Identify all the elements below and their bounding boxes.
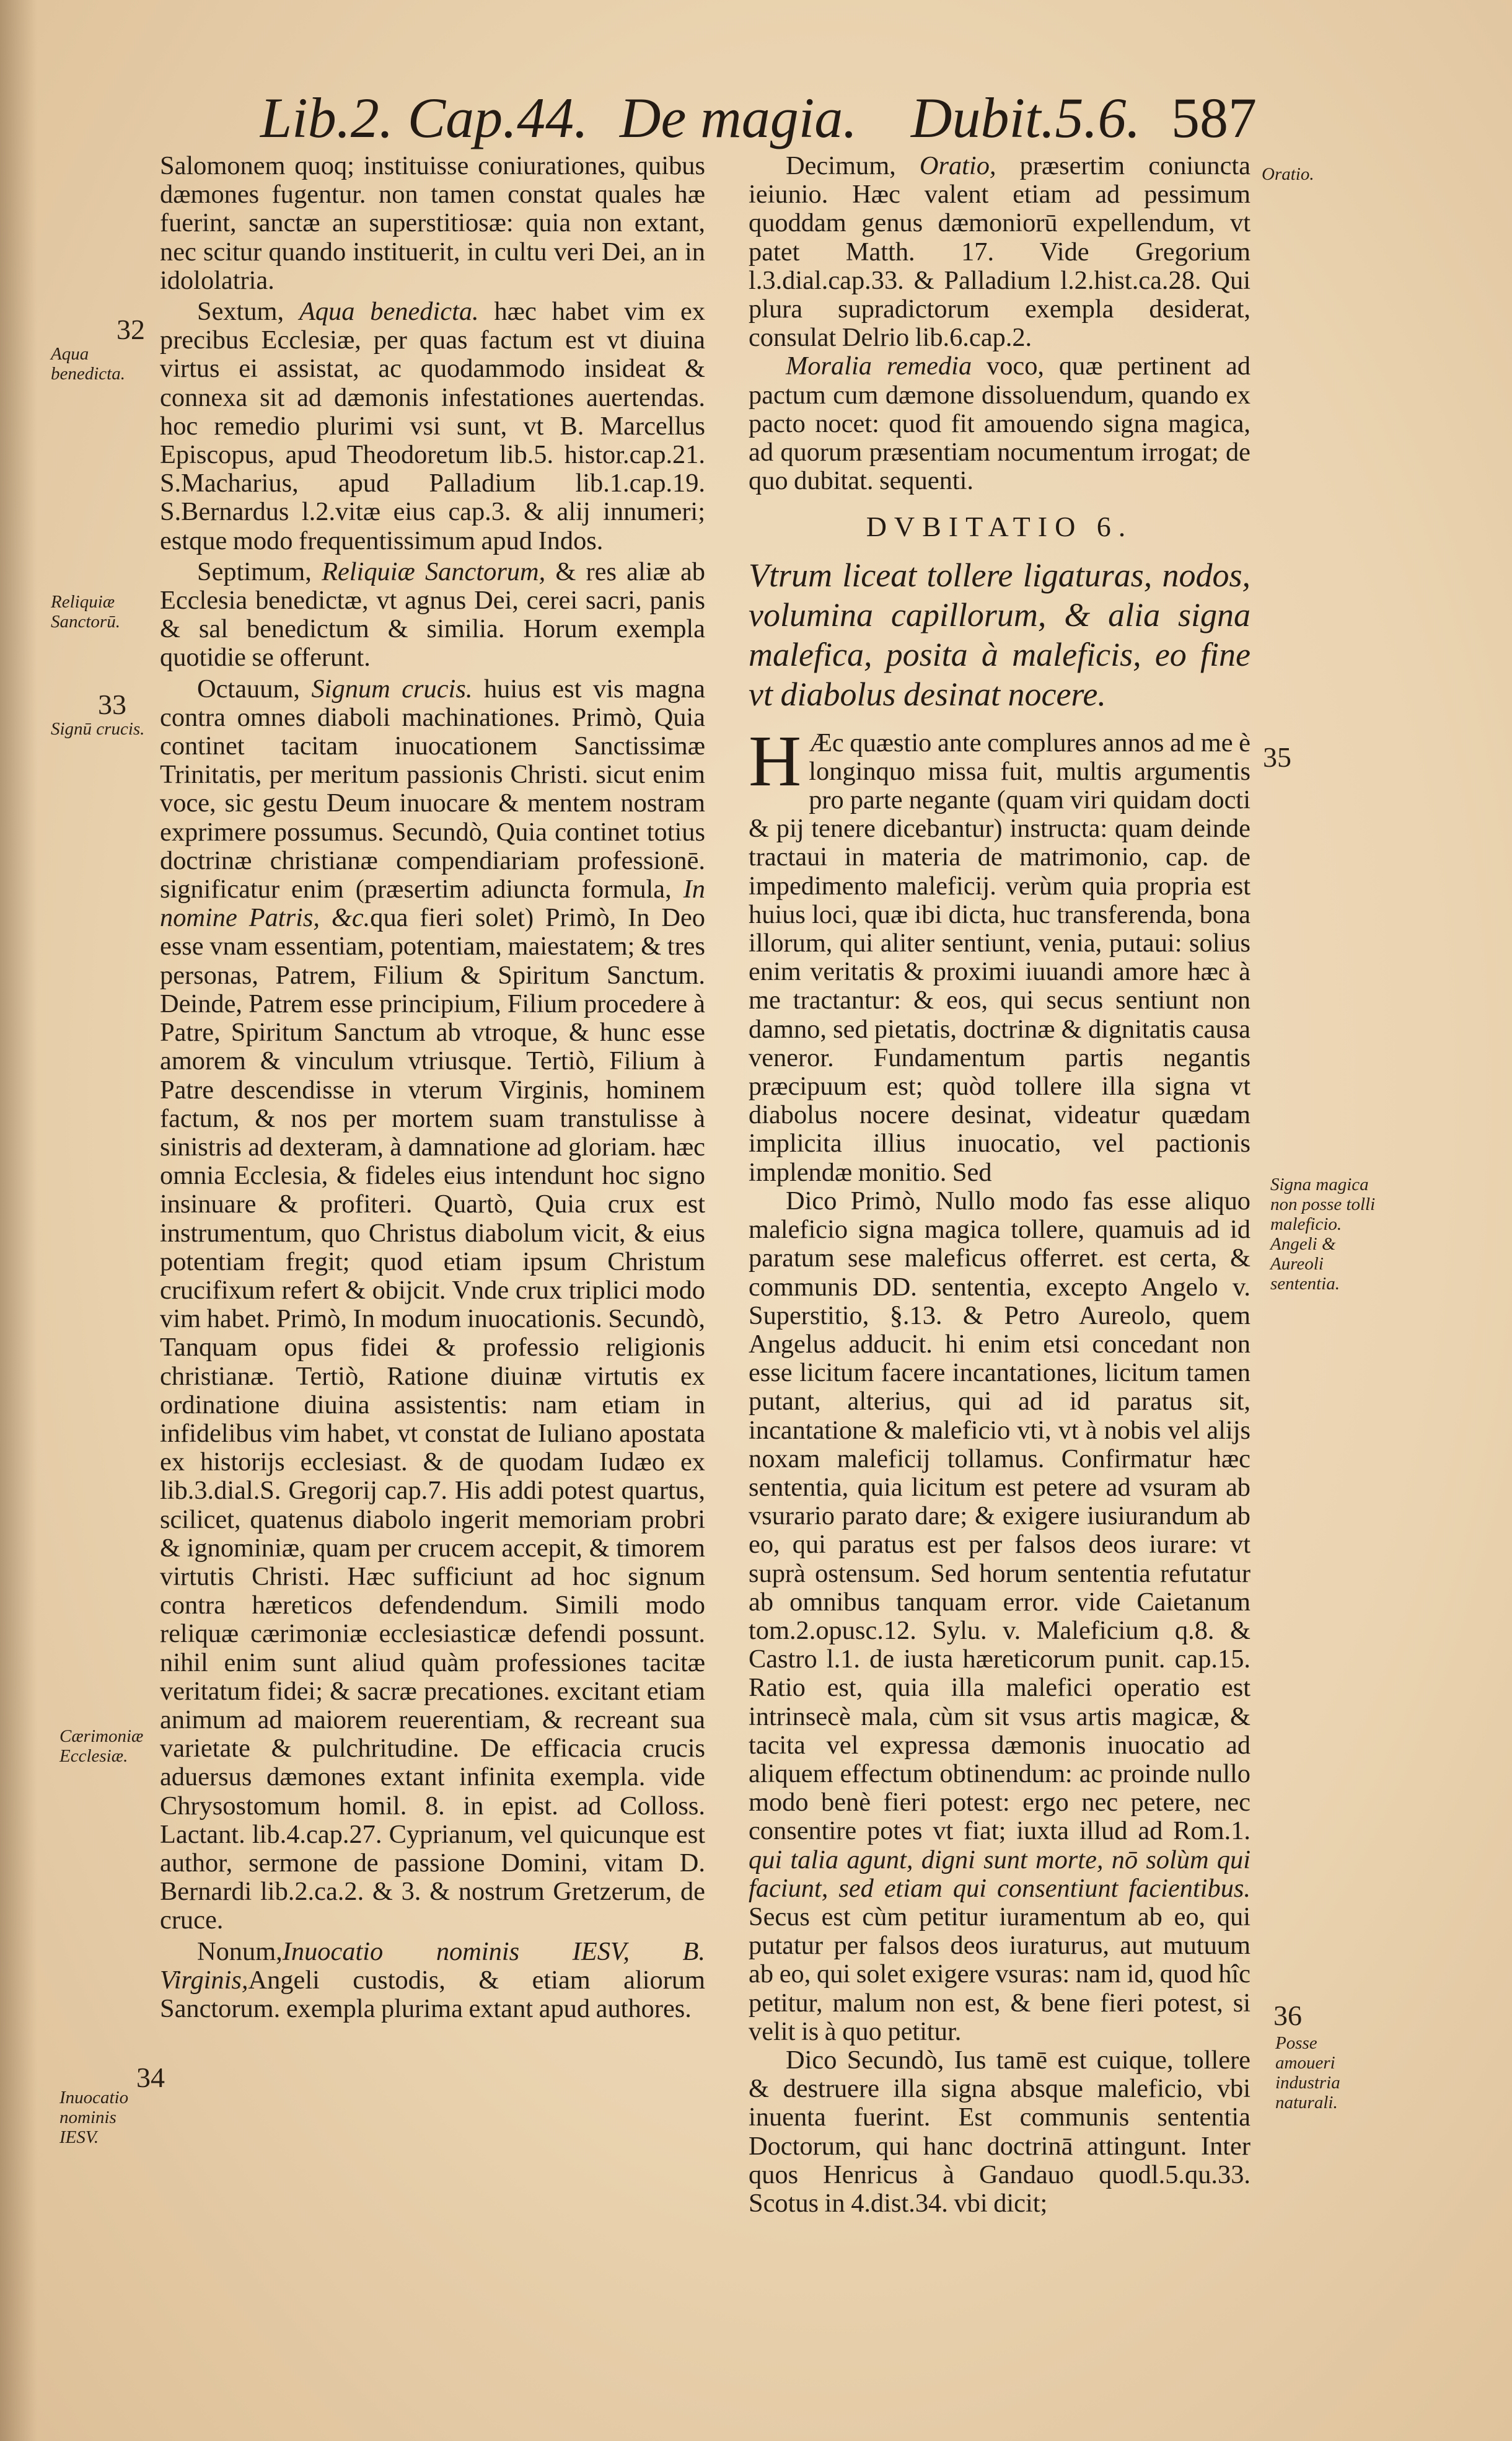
header-book: Lib.2. Cap.44.	[260, 86, 589, 149]
paragraph-text: & res aliæ ab Ecclesia benedictæ, vt agnus Dei, cerei sacri, panis & sal benedictum & similia. Horum exempla quotidie se offerunt.	[160, 557, 705, 673]
margin-note-oratio: Oratio.	[1262, 164, 1314, 184]
paragraph-oratio	[749, 152, 1250, 352]
paragraph-text: Angeli custodis, & etiam aliorum Sanctorum. exempla plurima extant apud authores.	[160, 1965, 705, 2023]
gutter-shadow	[0, 0, 37, 2441]
running-header	[260, 74, 1258, 161]
margin-number-36: 36	[1273, 2000, 1302, 2031]
paragraph-salomon	[160, 152, 705, 295]
paragraph-text: præsertim coniuncta ieiunio. Hæc valent etiam ad pessimum quoddam genus dæmoniorū expellendum, vt patet Matth. 17. Vide Gregorium l.3.dial.cap.33. & Palladium l.2.hist.ca.28. Qui plura supradictorum exempla desiderat, consulat Delrio lib.6.cap.2.	[749, 151, 1250, 353]
margin-note-aqua-benedicta: Aqua benedicta.	[51, 344, 125, 384]
quotation: qui talia agunt, digni sunt morte, nō solùm qui faciunt, sed etiam qui consentiunt facientibus.	[749, 1845, 1250, 1903]
paragraph-moralia	[749, 352, 1250, 495]
paragraph-lead: Octauum,	[197, 674, 300, 704]
margin-note-inuocatio: Inuocatio nominis IESV.	[59, 2088, 129, 2147]
drop-cap: H	[749, 720, 802, 801]
paragraph-text: Dico Secundò, Ius tamē est cuique, tollere & destruere illa signa absque maleficio, vbi inuenta fuerint. Est communis sententia Doctorum, qui hanc doctrinā attingunt. Inter quos Henricus à Gandauo quodl.5.qu.33. Scotus in 4.dist.34. vbi dicit;	[749, 2045, 1250, 2218]
paragraph-reliquiae	[160, 558, 705, 673]
header-subject: De magia.	[620, 86, 858, 149]
paragraph-lead: Sextum,	[197, 297, 284, 327]
paragraph-inuocatio	[160, 1938, 705, 2024]
paragraph-term: Oratio,	[919, 151, 996, 180]
margin-note-signa-non-tolli: Signa magica non posse tolli maleficio. Angeli & Aureoli sententia.	[1270, 1175, 1376, 1294]
paragraph-dico-primo	[749, 1187, 1250, 2046]
paragraph-lead: Decimum,	[786, 151, 896, 180]
paragraph-text: qua fieri solet) Primò, In Deo esse vnam essentiam, potentiam, maiestatem; & tres personas, Patrem, Filium & Spiritum Sanctum. Deinde, Patrem esse principium, Filium procedere à Patre, Spiritum Sanctum ab vtroque, & hunc esse amorem & vinculum vtriusque. Tertiò, Filium à Patre descendisse in vterum Virginis, hominem factum, & nos per mortem suam transtulisse à sinistris ad dexteram, à damnatione ad gloriam. hæc omnia Ecclesia, & fideles eius intendunt hoc signo insinuare & profiteri. Quartò, Quia crux est instrumentum, quo Christus diabolum vicit, & eius potentiam fregit; quod etiam ipsum Christum crucifixum refert & obijcit. Vnde crux triplici modo vim habet. Primò, In modum inuocationis. Secundò, Tanquam opus fidei & professio religionis christianæ. Tertiò, Ratione diuinæ virtutis ex ordinatione diuina assistentis: nam etiam in infidelibus vim habet, vt constat de Iuliano apostata ex historijs ecclesiast. & de quodam Iudæo ex lib.3.dial.S. Gregorij cap.7. His addi potest quartus, scilicet, quatenus diabolo ingerit memoriam probri & ignominiæ, quam per crucem accepit, & timorem virtutis Christi. Hæc sufficiunt ad hoc signum contra hæreticos defendendum. Simili modo reliquæ cærimoniæ ecclesiasticæ defendi possunt. nihil enim sunt aliud quàm professiones tacitæ veritatum fidei; & sacræ precationes. excitant etiam animum ad maiorem reuerentiam, & recreant sua varietate & pulchritudine. De efficacia crucis aduersus dæmones extant infinita exempla. vide Chrysostomum homil. 8. in epist. ad Colloss. Lactant. lib.4.cap.27. Cyprianum, vel quicunque est author, sermone de passione Domini, vitam D. Bernardi lib.2.ca.2. & 3. & nostrum Gretzerum, de cruce.	[160, 903, 705, 1935]
margin-note-signum-crucis: Signū crucis.	[51, 719, 145, 739]
paragraph-dico-secundo	[749, 2046, 1250, 2218]
paragraph-haec-quaestio	[749, 720, 1250, 1187]
margin-number-32: 32	[116, 314, 145, 345]
margin-note-posse-amoueri: Posse amoueri industria naturali.	[1275, 2033, 1340, 2112]
margin-number-33: 33	[98, 689, 126, 720]
header-section: Dubit.5.6.	[911, 86, 1141, 149]
margin-number-34: 34	[136, 2062, 165, 2093]
margin-note-caerimoniae: Cærimoniæ Ecclesiæ.	[59, 1726, 144, 1766]
paragraph-text: voco, quæ pertinent ad pactum cum dæmone dissoluendum, quando ex pacto nocet: quod fit amouendo signa magica, ad quorum præsentiam nocumentum irrogat; de quo dubitat. sequenti.	[749, 351, 1250, 496]
margin-number-35: 35	[1263, 741, 1291, 773]
paragraph-text: Dico Primò, Nullo modo fas esse aliquo maleficio signa magica tollere, quamuis ad id paratum sese maleficus offerret. est certa, & communis DD. sententia, excepto Angelo v. Superstitio, §.13. & Petro Aureolo, quem Angelus adducit. hi enim etsi concedant non esse licitum facere incantationes, licitum tamen putant, alterius, qui ad id paratus sit, incantatione & maleficio vti, vt à nobis vel alijs noxam maleficij tollamus. Confirmatur hæc sententia, quia licitum est petere ad vsuram ab vsurario parato dare; & exigere iusiurandum ab eo, qui paratus est per falsos deos iurare: vt suprà ostensum. Sed horum sententia refutatur ab omnibus tanquam error. vide Caietanum tom.2.opusc.12. Sylu. v. Maleficium q.8. & Castro l.1. de iusta hæreticorum punit. cap.15. Ratio est, quia illa malefici operatio est intrinsecè mala, cùm sit vsus artis magicæ, & tacita vel expressa dæmonis inuocatio ad aliquem effectum obtinendum: ac proinde nullo modo benè fieri potest: ergo nec petere, nec consentire potes vt fiat; iuxta illud ad Rom.1.	[749, 1186, 1250, 1846]
paragraph-term: Inuocatio nominis IESV, B. Virginis,	[160, 1936, 705, 1995]
section-heading: DVBITATIO 6.	[866, 511, 1133, 543]
paragraph-aqua-benedicta	[160, 298, 705, 555]
paragraph-text: huius est vis magna contra omnes diaboli machinationes. Primò, Quia continet tacitam inuocationem Sanctissimæ Trinitatis, per meritum passionis Christi. sicut enim voce, sic gestu Deum inuocare & mentem nostram exprimere possumus. Secundò, Quia continet totius doctrinæ christianæ compendiariam professionē. significatur enim (præsertim adiuncta formula,	[160, 674, 705, 904]
page-number: 587	[1171, 86, 1257, 149]
formula-text: In nomine Patris, &c.	[160, 875, 705, 933]
paragraph-text: Secus est cùm petitur iuramentum ab eo, qui putatur per falsos deos iuraturus, aut mutuum ab eo, qui solet exigere vsuras: nam id, quod hîc petitur, malum non est, & bene fieri potest, si velit is à quo petitur.	[749, 1902, 1250, 2046]
section-question: Vtrum liceat tollere ligaturas, nodos, volumina capillorum, & alia signa malefica, posita à maleficis, eo fine vt diabolus desinat nocere.	[749, 556, 1250, 713]
paragraph-text: Salomonem quoq; instituisse coniurationes, quibus dæmones fugentur. non tamen constat quales hæ fuerint, sanctæ an superstitiosæ: quia non extant, nec scitur quando instituerit, in cultu veri Dei, an in idololatria.	[160, 151, 705, 295]
paragraph-lead: Septimum,	[197, 557, 312, 586]
paragraph-term: Reliquiæ Sanctorum,	[322, 557, 546, 586]
margin-note-reliquiae: Reliquiæ Sanctorū.	[51, 592, 120, 632]
right-column	[749, 152, 1250, 2218]
paragraph-lead: Nonum,	[197, 1936, 283, 1966]
paragraph-text: Æc quæstio ante complures annos ad me è longinquo missa fuit, multis argumentis pro parte negante (quam viri quidam docti & pij tenere dicebantur) instructa: quam deinde tractaui in materia de matrimonio, cap. de impedimento maleficij. verùm quia propria est huius loci, quæ ibi dicta, huc transferenda, bona illorum, qui aliter sentiunt, venia, putaui: solius enim veritatis & proximi iuuandi amore hæc à me tractantur: & eos, qui secus sentiunt non damno, sed pietatis, doctrinæ & dignitatis causa veneror. Fundamentum partis negantis præcipuum est; quòd tollere illa signa vt diabolus nocere desinat, videatur quædam implicita illius inuocatio, vel pactionis implendæ monitio. Sed	[749, 728, 1250, 1187]
paragraph-term: Signum crucis.	[311, 674, 473, 704]
paragraph-signum-crucis	[160, 675, 705, 1935]
left-column	[160, 152, 705, 2023]
paragraph-text: hæc habet vim ex precibus Ecclesiæ, per quas factum est vt diuina virtus ei assistat, ac quodammodo insideat & connexa sit ad dæmonis infestationes auertendas. hoc remedio plurimi vsi sunt, vt B. Marcellus Episcopus, apud Theodoretum lib.5. histor.cap.21. S.Macharius, apud Palladium lib.1.cap.19. S.Bernardus l.2.vitæ eius cap.3. & alij innumeri; estque modo frequentissimum apud Indos.	[160, 297, 705, 555]
paragraph-term: Aqua benedicta.	[299, 297, 479, 327]
paragraph-term: Moralia remedia	[786, 351, 972, 381]
